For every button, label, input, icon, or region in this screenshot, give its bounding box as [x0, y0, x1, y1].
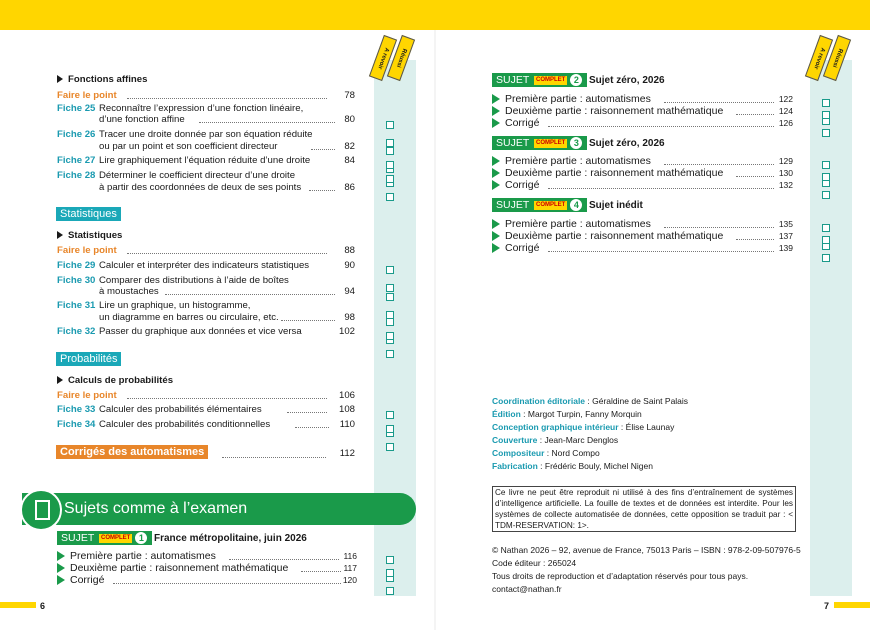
sujet-row: Corrigé 120 — [57, 574, 357, 586]
sujet-row: Première partie : automatismes 135 — [492, 218, 793, 230]
tag-a-revoir: A revoir — [369, 35, 397, 81]
faire-le-point-row: Faire le point 78 — [57, 90, 355, 101]
toc-entry-line2: à partir des coordonnées de deux de ses points 86 — [99, 182, 355, 193]
sujet-badge: SUJET COMPLET 4 — [492, 198, 587, 212]
checkbox-pair[interactable] — [386, 156, 402, 164]
faire-le-point-row: Faire le point 88 — [57, 245, 355, 256]
section-badge-statistiques: Statistiques — [56, 207, 121, 221]
checkbox-pair[interactable] — [386, 116, 402, 124]
tag-reussi: Réussi — [387, 35, 415, 81]
faire-le-point-row: Faire le point 106 — [57, 390, 355, 401]
sujet-badge: SUJET COMPLET 1 — [57, 531, 152, 545]
section-badge-probabilites: Probabilités — [56, 352, 121, 366]
section-heading: Fonctions affines — [57, 74, 147, 85]
sujet-title: Sujet inédit — [589, 200, 643, 211]
credit-line: Couverture : Jean-Marc Denglos — [492, 435, 619, 445]
checkbox-pair[interactable] — [386, 564, 402, 572]
credit-line: Coordination éditoriale : Géraldine de Saint Palais — [492, 396, 689, 406]
checkbox-pair[interactable] — [822, 106, 838, 114]
document-icon — [20, 489, 62, 531]
sujet-badge: SUJET COMPLET 2 — [492, 73, 587, 87]
toc-entry-fiche-25: Fiche 25 Reconnaître l’expression d’une fonction linéaire, — [57, 103, 304, 114]
toc-entry-line2: à moustaches 94 — [99, 286, 355, 297]
toc-entry-fiche-32: Fiche 32 Passer du graphique aux données et vice versa 102 — [57, 326, 355, 337]
sujet-row: Première partie : automatismes 116 — [57, 550, 357, 562]
checkbox-pair[interactable] — [822, 94, 838, 102]
page-number-bar-left — [0, 602, 36, 608]
credit-line: Édition : Margot Turpin, Fanny Morquin — [492, 409, 642, 419]
section-heading: Statistiques — [57, 230, 122, 241]
sujet-row: Corrigé 132 — [492, 179, 793, 191]
checkbox-pair[interactable] — [386, 313, 402, 321]
credit-line: Conception graphique intérieur : Élise Launay — [492, 422, 675, 432]
checkbox-pair[interactable] — [386, 406, 402, 414]
sujet-title: Sujet zéro, 2026 — [589, 75, 665, 86]
page-number-bar-right — [834, 602, 870, 608]
sujet-title: Sujet zéro, 2026 — [589, 138, 665, 149]
corriges-automatismes-badge: Corrigés des automatismes — [56, 445, 208, 459]
tag-reussi: Réussi — [823, 35, 851, 81]
credit-line: Fabrication : Frédéric Bouly, Michel Nigen — [492, 461, 653, 471]
credit-line: Compositeur : Nord Compo — [492, 448, 600, 458]
page-gutter — [434, 30, 436, 630]
page-ref: 112 — [339, 448, 355, 459]
ai-notice-box: Ce livre ne peut être reproduit ni utilisé à des fins d’entraînement de systèmes d’intelligence artificielle. La fouille de textes et de données est interdite. Pour les systèmes de collecte automatisée de données, cette opposition se traduit par : < TDM-RESERVATION: 1>. — [492, 486, 796, 532]
checkbox-pair[interactable] — [822, 156, 838, 164]
sujet-row: Deuxième partie : raisonnement mathématique 124 — [492, 105, 793, 117]
sujet-row: Première partie : automatismes 129 — [492, 155, 793, 167]
contact-email[interactable]: contact@nathan.fr — [492, 584, 562, 594]
section-heading: Calculs de probabilités — [57, 375, 173, 386]
checkbox-pair[interactable] — [386, 288, 402, 296]
sujet-row: Deuxième partie : raisonnement mathématique 137 — [492, 230, 793, 242]
copyright-line: © Nathan 2026 – 92, avenue de France, 75013 Paris – ISBN : 978-2-09-507976-5 — [492, 545, 801, 555]
toc-entry-fiche-33: Fiche 33 Calculer des probabilités élémentaires 108 — [57, 404, 355, 415]
toc-entry-line2: un diagramme en barres ou circulaire, etc. 98 — [99, 312, 355, 323]
page-number: 7 — [824, 601, 830, 611]
sujet-row: Deuxième partie : raisonnement mathématique 130 — [492, 167, 793, 179]
checkbox-pair[interactable] — [386, 327, 402, 335]
dot-leader — [222, 457, 326, 458]
toc-entry-line2: ou par un point et son coefficient directeur 82 — [99, 141, 355, 152]
checkbox-pair[interactable] — [386, 551, 402, 559]
toc-entry-fiche-27: Fiche 27 Lire graphiquement l’équation réduite d’une droite 84 — [57, 155, 355, 166]
tag-a-revoir: A revoir — [805, 35, 833, 81]
toc-entry-fiche-26: Fiche 26 Tracer une droite donnée par son équation réduite — [57, 129, 313, 140]
toc-entry-fiche-30: Fiche 30 Comparer des distributions à l’aide de boîtes — [57, 275, 289, 286]
page-number: 6 — [40, 601, 46, 611]
toc-entry-fiche-29: Fiche 29 Calculer et interpréter des indicateurs statistiques 90 — [57, 260, 355, 271]
sujet-row: Corrigé 126 — [492, 117, 793, 129]
checkbox-pair[interactable] — [822, 168, 838, 176]
toc-entry-fiche-34: Fiche 34 Calculer des probabilités conditionnelles 110 — [57, 419, 355, 430]
banner-title: Sujets comme à l’examen — [64, 500, 248, 517]
checkbox-pair[interactable] — [386, 261, 402, 269]
checkbox-pair[interactable] — [822, 219, 838, 227]
sujet-row: Corrigé 139 — [492, 242, 793, 254]
toc-entry-fiche-28: Fiche 28 Déterminer le coefficient directeur d’une droite — [57, 170, 296, 181]
checkbox-pair[interactable] — [386, 420, 402, 428]
checkbox-pair[interactable] — [386, 170, 402, 178]
checkbox-pair[interactable] — [822, 231, 838, 239]
sujet-badge: SUJET COMPLET 3 — [492, 136, 587, 150]
checkbox-pair[interactable] — [386, 142, 402, 150]
publisher-code: Code éditeur : 265024 — [492, 558, 577, 568]
sujets-examen-banner — [22, 493, 416, 525]
rights-line: Tous droits de reproduction et d’adaptation réservés pour tous pays. — [492, 571, 749, 581]
sujet-row: Deuxième partie : raisonnement mathématique 117 — [57, 562, 357, 574]
toc-entry-fiche-31: Fiche 31 Lire un graphique, un histogramme, — [57, 300, 251, 311]
sujet-row: Première partie : automatismes 122 — [492, 93, 793, 105]
sujet-title: France métropolitaine, juin 2026 — [154, 533, 307, 544]
toc-entry-line2: d’une fonction affine 80 — [99, 114, 355, 125]
checklist-column-right — [810, 60, 852, 596]
top-yellow-bar — [0, 0, 870, 30]
